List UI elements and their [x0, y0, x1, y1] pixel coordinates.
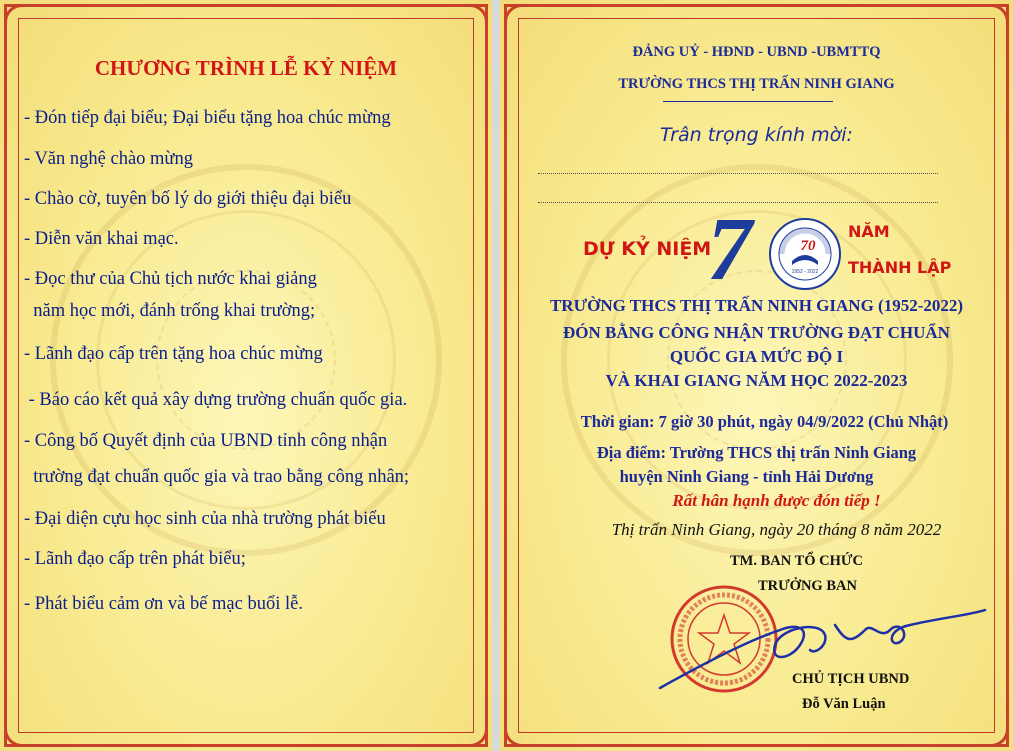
program-item: trường đạt chuẩn quốc gia và trao bằng công nhân; — [24, 467, 410, 487]
organizer-head-label: TRƯỞNG BAN — [758, 578, 857, 594]
logo-years: 1952 - 2022 — [791, 269, 819, 275]
organization-header: ĐẢNG UỶ - HĐND - UBND -UBMTTQ — [632, 44, 881, 60]
signer-title: CHỦ TỊCH UBND — [792, 671, 910, 687]
issue-date: Thị trấn Ninh Giang, ngày 20 tháng 8 năm 2022 — [611, 520, 942, 539]
event-title-line: ĐÓN BẰNG CÔNG NHẬN TRƯỜNG ĐẠT CHUẨN — [563, 323, 950, 342]
program-item: - Văn nghệ chào mừng — [24, 149, 193, 169]
organizer-label: TM. BAN TỔ CHỨC — [730, 553, 863, 569]
program-item: - Lãnh đạo cấp trên phát biểu; — [24, 549, 246, 569]
program-item: - Báo cáo kết quả xây dựng trường chuẩn quốc gia. — [24, 390, 408, 410]
event-title-line: VÀ KHAI GIANG NĂM HỌC 2022-2023 — [605, 371, 908, 390]
signer-name: Đỗ Văn Luận — [802, 696, 886, 712]
program-item: - Chào cờ, tuyên bố lý do giới thiệu đại biểu — [24, 189, 352, 209]
program-item: - Đại diện cựu học sinh của nhà trường phát biểu — [24, 509, 386, 529]
program-item: - Phát biểu cảm ơn và bế mạc buổi lễ. — [24, 594, 303, 614]
anniversary-number: 7 — [707, 200, 752, 299]
program-card — [0, 0, 492, 751]
event-time: Thời gian: 7 giờ 30 phút, ngày 04/9/2022 (Chủ Nhật) — [580, 412, 949, 431]
school-header: TRƯỜNG THCS THỊ TRẤN NINH GIANG — [618, 76, 895, 92]
event-place: Địa điểm: Trường THCS thị trấn Ninh Giang — [596, 443, 917, 462]
invitation-card — [500, 0, 1013, 751]
program-item: - Diễn văn khai mạc. — [24, 229, 179, 249]
anniversary-label: DỰ KỶ NIỆM — [583, 238, 712, 260]
header-underline — [663, 101, 833, 102]
logo-number: 70 — [800, 238, 816, 254]
guest-name-line[interactable] — [538, 173, 938, 174]
program-title: CHƯƠNG TRÌNH LỄ KỶ NIỆM — [94, 56, 398, 80]
program-item: - Đọc thư của Chủ tịch nước khai giảng — [24, 269, 317, 289]
welcome-text: Rất hân hạnh được đón tiếp ! — [672, 491, 881, 510]
program-item: - Lãnh đạo cấp trên tặng hoa chúc mừng — [24, 344, 323, 364]
event-title-line: QUỐC GIA MỨC ĐỘ I — [669, 347, 844, 366]
program-item: - Đón tiếp đại biểu; Đại biểu tặng hoa chúc mừng — [24, 108, 391, 128]
program-item: - Công bố Quyết định của UBND tỉnh công nhận — [24, 431, 388, 451]
years-label: NĂM — [848, 222, 890, 241]
founding-label: THÀNH LẬP — [848, 258, 952, 277]
invite-label: Trân trọng kính mời: — [660, 124, 853, 146]
school-logo-icon — [768, 217, 842, 291]
event-place-district: huyện Ninh Giang - tỉnh Hải Dương — [619, 467, 874, 486]
program-item: năm học mới, đánh trống khai trường; — [24, 301, 316, 321]
event-title-line: TRƯỜNG THCS THỊ TRẤN NINH GIANG (1952-2022) — [549, 296, 964, 315]
